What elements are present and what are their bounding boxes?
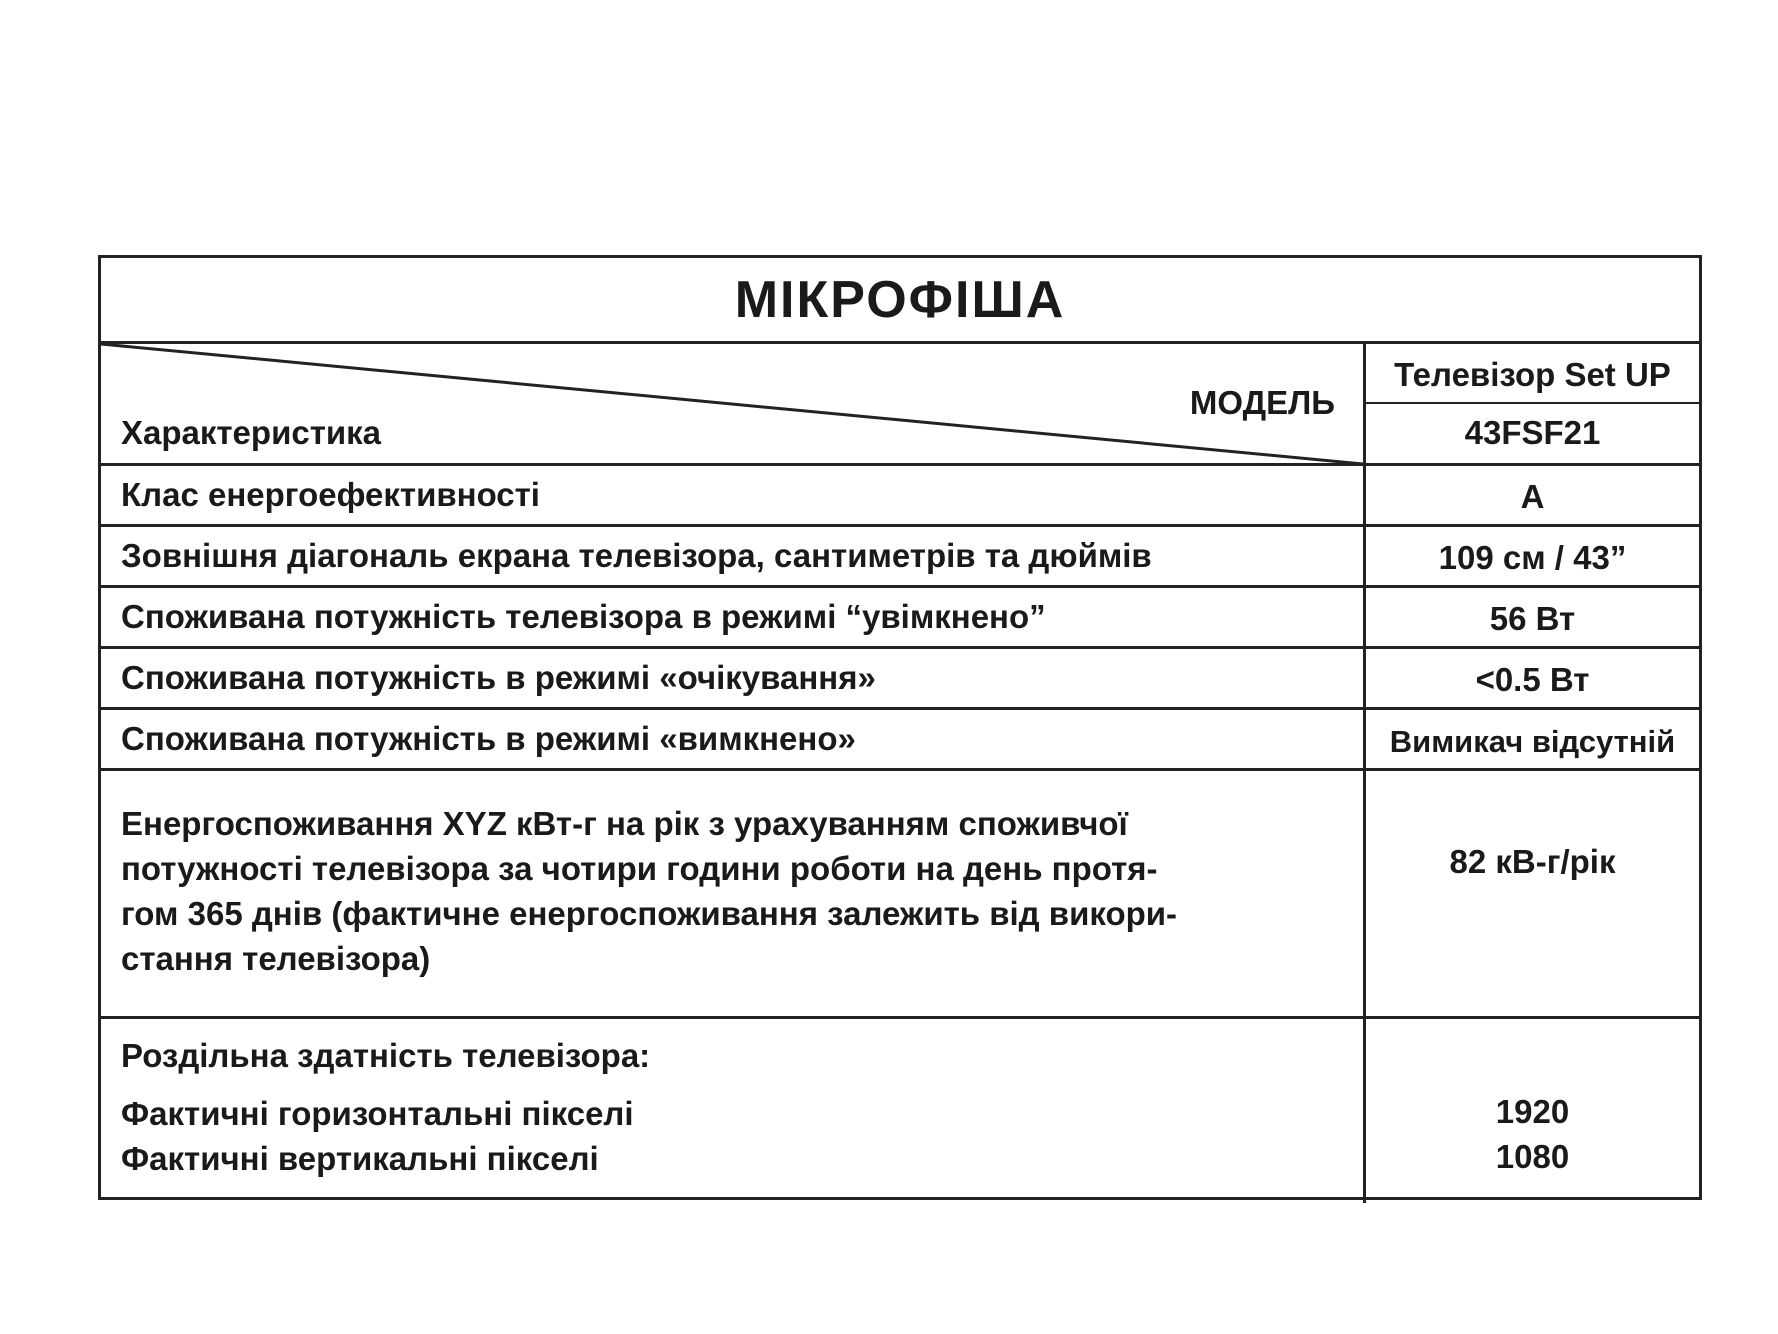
resolution-value-cell: [1366, 1019, 1699, 1203]
table-row: [101, 527, 1699, 588]
characteristic-label: Характеристика: [121, 414, 382, 451]
table-row: [101, 649, 1699, 710]
model-label: МОДЕЛЬ: [1189, 384, 1335, 421]
row-value-cell: [1366, 588, 1699, 646]
consumption-label-cell: [101, 771, 1366, 1016]
row-label-cell: [101, 588, 1366, 646]
row-value-cell: [1366, 710, 1699, 768]
table-title: МІКРОФІША: [101, 258, 1699, 344]
row-label-cell: [101, 527, 1366, 585]
consumption-value-cell: [1366, 771, 1699, 1016]
horizontal-pixels-value: 1920: [1495, 1093, 1570, 1130]
microfiche-table: [98, 255, 1702, 1200]
resolution-heading: Роздільна здатність телевізора:: [121, 1037, 651, 1074]
row-value: Вимикач відсутній: [1389, 724, 1676, 759]
consumption-line: Енергоспоживання XYZ кВт-г на рік з урахуванням споживчої: [121, 805, 1128, 842]
consumption-row: [101, 771, 1699, 1019]
header-row: [101, 344, 1699, 466]
row-value: <0.5 Вт: [1475, 661, 1590, 698]
row-value-cell: [1366, 649, 1699, 707]
vertical-pixels-value: 1080: [1495, 1138, 1570, 1175]
row-value: 109 см / 43”: [1438, 539, 1627, 576]
row-label-cell: [101, 466, 1366, 524]
consumption-line: потужності телевізора за чотири години роботи на день протя-: [121, 850, 1158, 887]
row-value-cell: [1366, 527, 1699, 585]
horizontal-pixels-label: Фактичні горизонтальні пікселі: [121, 1095, 634, 1132]
row-label: Зовнішня діагональ екрана телевізора, сантиметрів та дюймів: [121, 537, 1152, 574]
model-name: Телевізор Set UP: [1394, 356, 1671, 393]
header-left-cell: [101, 344, 1366, 463]
consumption-line: стання телевізора): [121, 940, 431, 977]
row-label: Споживана потужність в режимі «вимкнено»: [121, 720, 856, 757]
table-row: [101, 588, 1699, 649]
row-label: Клас енергоефективності: [121, 476, 540, 513]
model-code: 43FSF21: [1464, 414, 1601, 451]
table-row: [101, 710, 1699, 771]
vertical-pixels-label: Фактичні вертикальні пікселі: [121, 1140, 599, 1177]
row-label: Споживана потужність телевізора в режимі “увімкнено”: [121, 598, 1046, 635]
row-label-cell: [101, 710, 1366, 768]
row-label-cell: [101, 649, 1366, 707]
header-right-cell: [1366, 344, 1699, 463]
resolution-row: [101, 1019, 1699, 1203]
consumption-line: гом 365 днів (фактичне енергоспоживання залежить від викори-: [121, 895, 1178, 932]
model-divider: [1366, 402, 1699, 404]
table-row: [101, 466, 1699, 527]
row-value: A: [1520, 478, 1545, 515]
consumption-value: 82 кВ-г/рік: [1449, 843, 1616, 880]
row-value: 56 Вт: [1489, 600, 1576, 637]
row-label: Споживана потужність в режимі «очікування»: [121, 659, 876, 696]
consumption-text: [121, 801, 1341, 981]
row-value-cell: [1366, 466, 1699, 524]
resolution-label-cell: [101, 1019, 1366, 1203]
